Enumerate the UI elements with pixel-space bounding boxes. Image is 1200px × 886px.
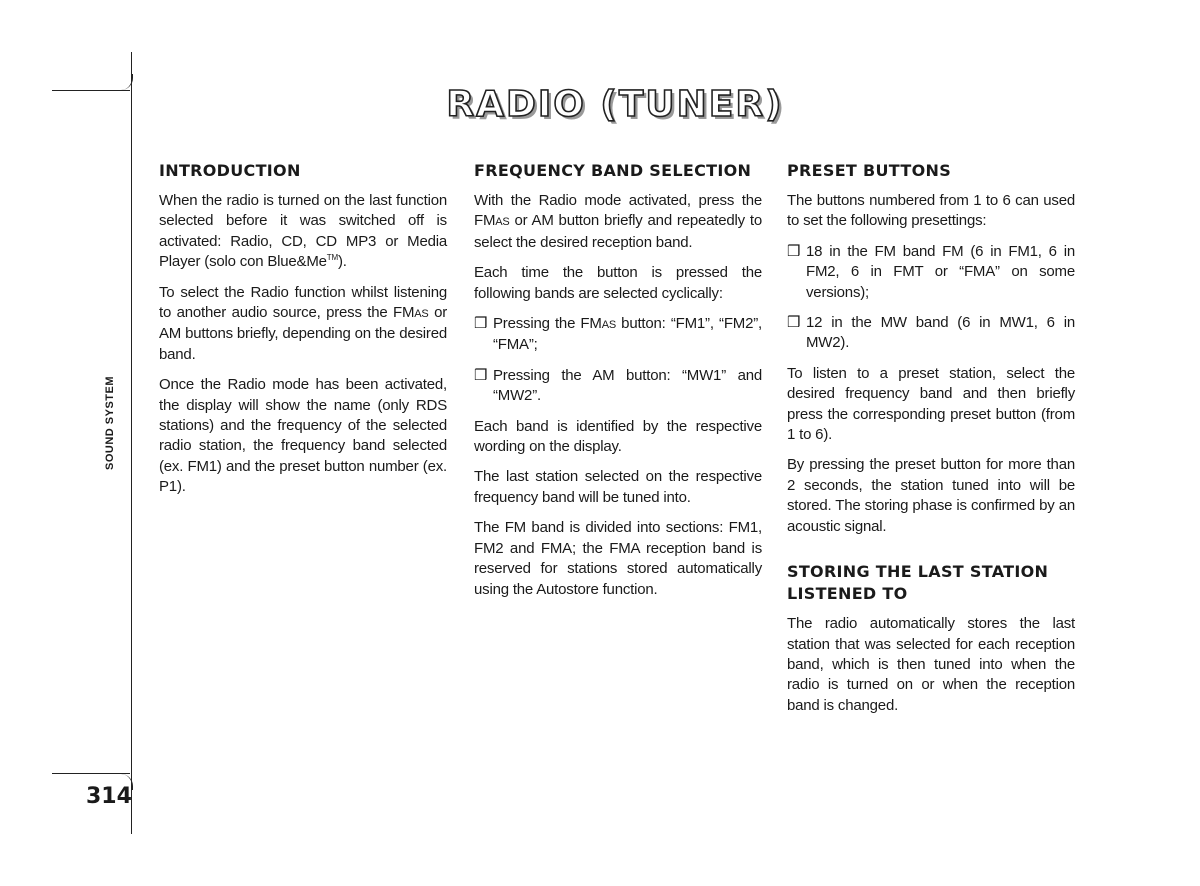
checkbox-bullet-icon: ❒ [474,366,488,384]
checkbox-bullet-icon: ❒ [474,315,488,333]
paragraph: To select the Radio function whilst listening to another audio source, press the FMAS or AM buttons briefly, depending on the desired band. [159,283,448,363]
column-frequency-band [474,160,762,610]
paragraph: To listen to a preset station, select the desired frequency band and then briefly press the corresponding preset button (from 1 to 6). [787,364,1075,444]
heading-preset-buttons: PRESET BUTTONS [787,161,952,180]
footer-rule [52,773,130,774]
list-item: ❒ 18 in the FM band FM (6 in FM1, 6 in FM2, 6 in FMT or “FMA” on some versions); [787,242,1075,303]
paragraph: By pressing the preset button for more than 2 seconds, the station tuned into will be stored. The storing phase is confirmed by an acoustic signal. [787,456,1075,535]
checkbox-bullet-icon: ❒ [787,242,801,260]
heading-frequency-band: FREQUENCY BAND SELECTION [474,161,752,180]
margin-rule [131,52,132,834]
list-item: ❒ Pressing the AM button: “MW1” and “MW2”. [474,366,762,407]
heading-introduction: INTRODUCTION [159,161,301,180]
list-item: ❒ Pressing the FMAS button: “FM1”, “FM2”, “FMA”; [474,314,762,356]
heading-storing-last-station: STORING THE LAST STATION LISTENED TO [787,562,1049,604]
paragraph: When the radio is turned on the last function selected before it was switched off is activated: Radio, CD, CD MP3 or Media Player (solo con Blue&Me™). [159,192,447,271]
column-introduction [159,160,447,508]
column-preset-buttons [787,160,1075,726]
paragraph: The FM band is divided into sections: FM1, FM2 and FMA; the FMA reception band is reserved for stations stored automatically using the Autostore function. [474,519,762,598]
page-number: 314 [86,784,132,809]
checkbox-bullet-icon: ❒ [787,314,801,332]
paragraph: The buttons numbered from 1 to 6 can used to set the following presettings: [787,192,1075,230]
page-title: RADIO (TUNER) [446,84,784,125]
paragraph: With the Radio mode activated, press the FMAS or AM button briefly and repeatedly to select the desired reception band. [474,192,762,251]
paragraph: Each band is identified by the respective wording on the display. [474,417,762,456]
paragraph: Once the Radio mode has been activated, the display will show the name (only RDS stations) and the frequency of the selected radio station, the frequency band selected (ex. FM1) and the preset button number (ex. P1). [159,376,447,496]
section-label: SOUND SYSTEM [104,375,116,470]
list-item: ❒ 12 in the MW band (6 in MW1, 6 in MW2). [787,313,1075,354]
paragraph: The last station selected on the respective frequency band will be tuned into. [474,468,762,506]
paragraph: The radio automatically stores the last station that was selected for each reception band, which is then tuned into when the radio is turned on or when the reception band is changed. [787,615,1075,714]
paragraph: Each time the button is pressed the following bands are selected cyclically: [474,264,762,302]
